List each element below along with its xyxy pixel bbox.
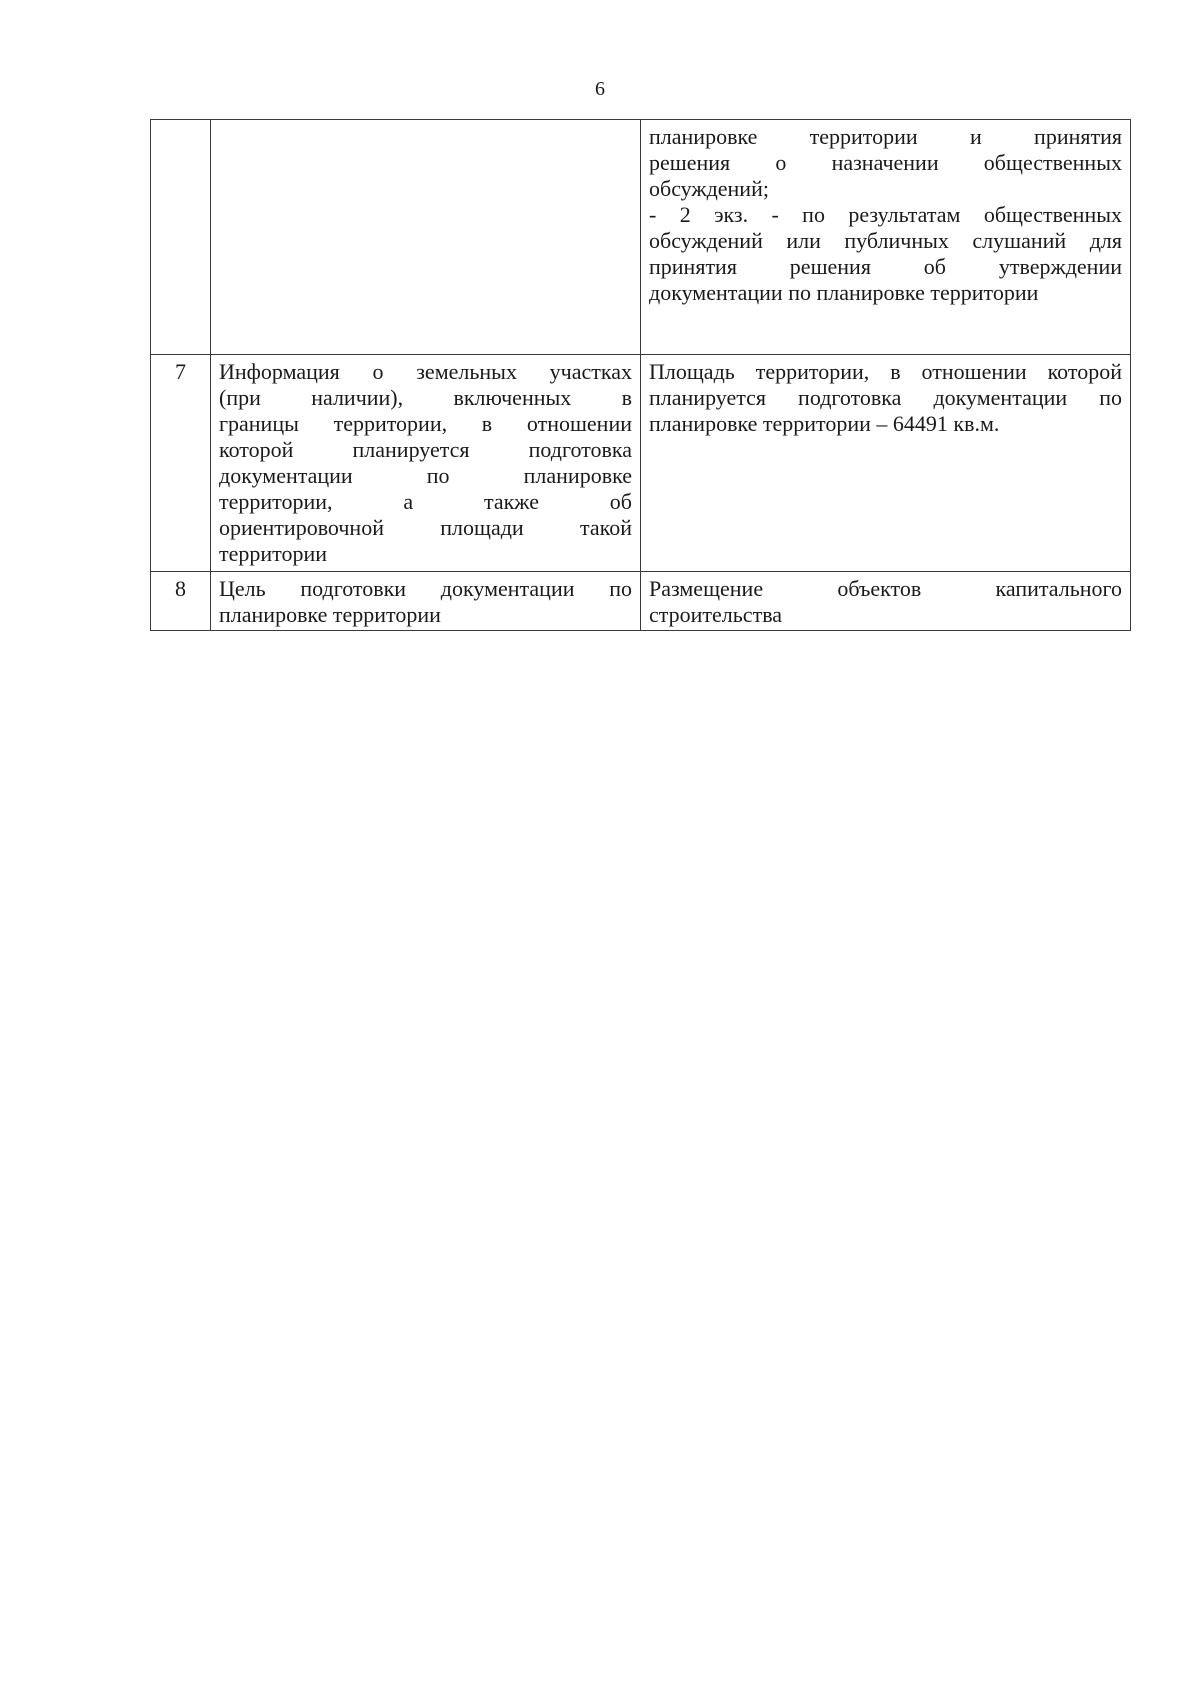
row-number: 7 xyxy=(151,355,211,572)
text-line: Размещение объектов капитального xyxy=(649,576,1122,601)
text-line: Цель подготовки документации по xyxy=(219,576,632,601)
text-line: документации по планировке xyxy=(219,463,632,488)
row-value xyxy=(641,355,1131,572)
row-value xyxy=(641,572,1131,631)
text-line: ориентировочной площади такой xyxy=(219,515,632,540)
table-row xyxy=(151,120,1131,355)
row-parameter xyxy=(211,355,641,572)
text-line: планировке территории xyxy=(219,602,441,627)
text-line: принятия решения об утверждении xyxy=(649,254,1122,279)
text-line: границы территории, в отношении xyxy=(219,411,632,436)
row-parameter xyxy=(211,120,641,355)
text-line: обсуждений; xyxy=(649,176,769,201)
text-line: Площадь территории, в отношении которой xyxy=(649,359,1122,384)
row-number xyxy=(151,120,211,355)
text-line: обсуждений или публичных слушаний для xyxy=(649,228,1122,253)
text-line: строительства xyxy=(649,602,783,627)
text-line: территории, а также об xyxy=(219,489,632,514)
row-parameter xyxy=(211,572,641,631)
table-row xyxy=(151,572,1131,631)
text-line: документации по планировке территории xyxy=(649,280,1039,305)
table-row xyxy=(151,355,1131,572)
page-number: 6 xyxy=(595,78,605,100)
text-line: планируется подготовка документации по xyxy=(649,385,1122,410)
text-line: планировке территории и принятия xyxy=(649,124,1122,149)
text-line: планировке территории – 64491 кв.м. xyxy=(649,411,1000,436)
text-line: территории xyxy=(219,541,328,566)
document-table xyxy=(150,119,1131,631)
row-value xyxy=(641,120,1131,355)
text-line: (при наличии), включенных в xyxy=(219,385,632,410)
text-line: решения о назначении общественных xyxy=(649,150,1122,175)
text-line: которой планируется подготовка xyxy=(219,437,632,462)
text-line: - 2 экз. - по результатам общественных xyxy=(649,202,1122,227)
text-line: Информация о земельных участках xyxy=(219,359,632,384)
row-number: 8 xyxy=(151,572,211,631)
